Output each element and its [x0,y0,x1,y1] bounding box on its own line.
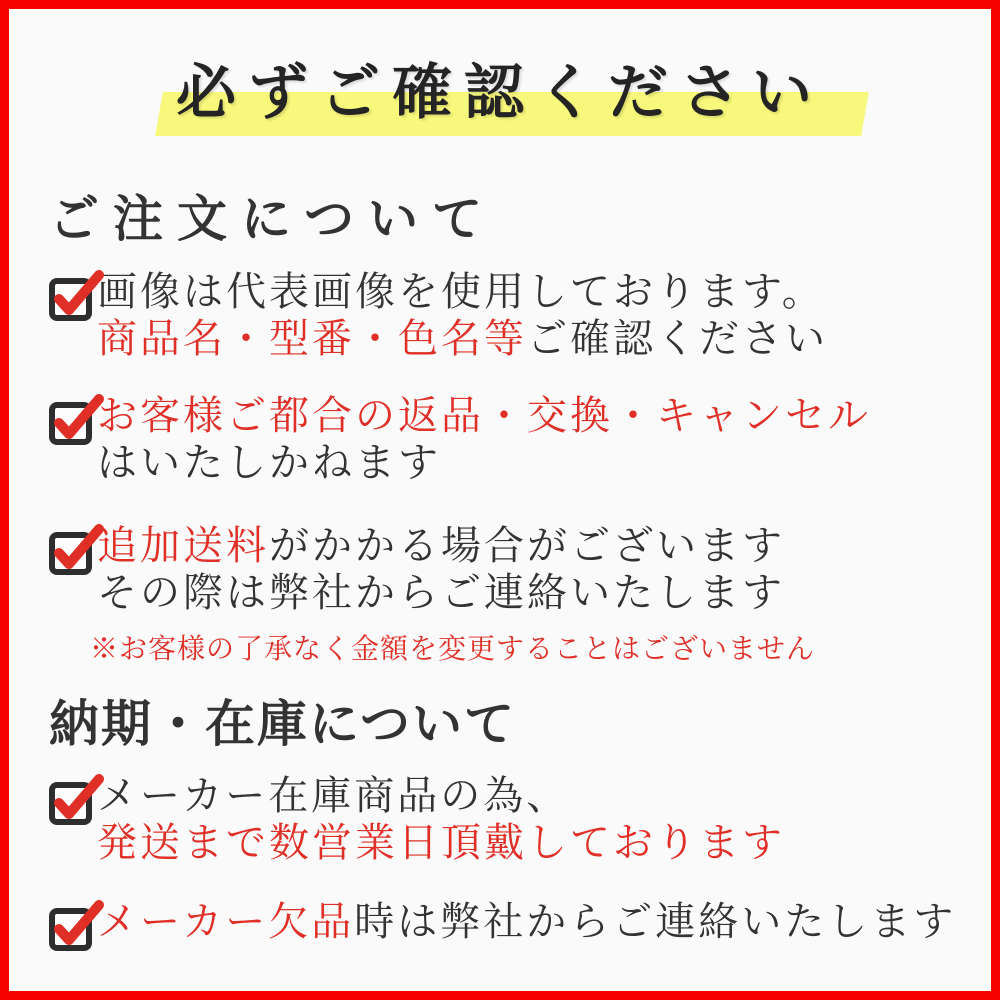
item-text [97,269,828,363]
page-title: 必ずご確認ください [176,58,824,128]
section-heading-order: ご注文について [49,189,496,248]
checkbox-checked-icon [49,526,97,576]
checkbox-checked-icon [49,776,97,826]
item-line [97,523,785,570]
item-line [97,570,785,617]
item-line [97,269,828,316]
text-segment: はいたしかねます [97,439,441,486]
text-segment-red: 発送まで数営業日頂戴しております [97,820,785,867]
section-delivery-stock [9,693,991,950]
checklist-item-extra-shipping [49,523,991,617]
checkbox-checked-icon [49,272,97,322]
item-note: ※お客様の了承なく金額を変更することはございません [90,631,816,665]
item-line [97,393,871,440]
item-line [97,773,785,820]
checklist-item-maker-shortage [49,899,991,949]
text-segment: がかかる場合がございます [269,522,785,569]
section-heading-delivery-stock: 納期・在庫について [49,693,516,753]
checklist-item-maker-stock [49,773,991,867]
checkbox-checked-icon [49,902,97,952]
text-segment-red: メーカー欠品 [97,899,355,946]
checklist-item-returns [49,393,991,487]
item-text [97,773,785,867]
item-text [97,899,956,946]
item-line [97,316,828,363]
text-segment-red: 商品名・型番・色名等 [97,315,527,362]
item-line [97,899,956,946]
item-text [97,523,785,617]
item-line [97,820,785,867]
text-segment: その際は弊社からご連絡いたします [97,569,785,616]
item-line [97,440,871,487]
text-segment-red: お客様ご都合の返品・交換・キャンセル [97,392,871,439]
text-segment-red: 追加送料 [97,522,269,569]
item-text [97,393,871,487]
text-segment: 時は弊社からご連絡いたします [354,899,957,946]
section-order [9,188,991,667]
checkbox-checked-icon [49,396,97,446]
text-segment: メーカー在庫商品の為、 [97,773,570,820]
text-segment: ご確認ください [527,315,828,362]
checklist-item-representative-image [49,269,991,363]
text-segment: 画像は代表画像を使用しております。 [97,268,825,315]
title-banner [9,43,991,143]
